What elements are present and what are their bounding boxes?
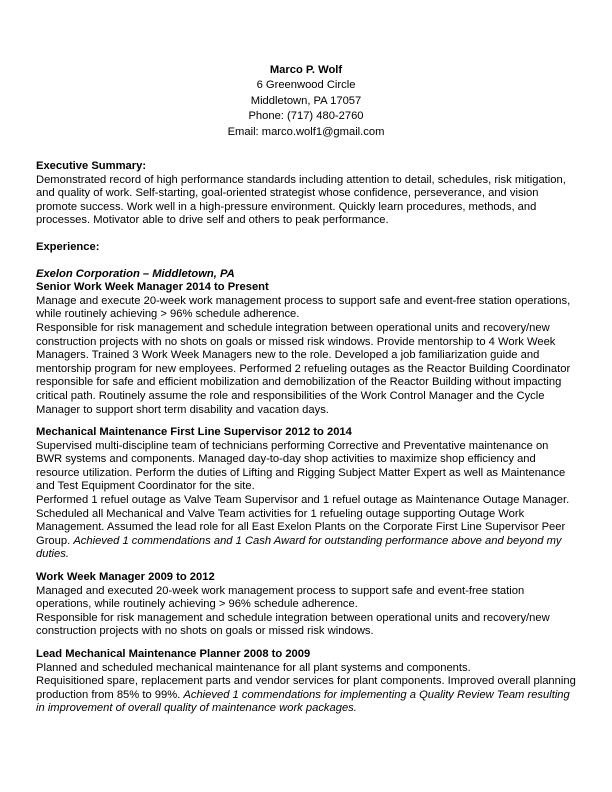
achievement-text: Achieved 1 commendations and 1 Cash Award for outstanding performance above and beyond my duties. bbox=[36, 534, 562, 561]
candidate-name: Marco P. Wolf bbox=[269, 64, 343, 76]
address-line-2: Middletown, PA 17057 bbox=[250, 94, 362, 107]
job-title: Work Week Manager 2009 to 2012 bbox=[36, 571, 215, 584]
job-title: Lead Mechanical Maintenance Planner 2008 to 2009 bbox=[36, 648, 311, 660]
job-paragraph: Responsible for risk management and schedule integration between operational units and recovery/new construction projects with no shots on goals or missed risk windows. bbox=[36, 611, 550, 638]
job-paragraph: Manage and execute 20-week work management process to support safe and event-free station operations, while routinely achieving > 96% schedule adherence. bbox=[36, 294, 571, 321]
summary-heading: Executive Summary: bbox=[36, 160, 147, 172]
summary-text: Demonstrated record of high performance standards including attention to detail, schedules, risk mitigation, and quality of work. Self-starting, goal-oriented strategist whose confidence, perseverance, and vision promote success. Work well in a high-pressure environment. Quickly learn procedures, methods, and processes. Motivator able to drive self and others to peak performance. bbox=[36, 173, 566, 227]
email-line: Email: marco.wolf1@gmail.com bbox=[227, 125, 385, 138]
job-paragraph: Managed and executed 20-week work management process to support safe and event-free station operations, while routinely achieving > 96% schedule adherence. bbox=[36, 584, 525, 611]
job-title: Mechanical Maintenance First Line Supervisor 2012 to 2014 bbox=[36, 426, 352, 439]
job-paragraph: Responsible for risk management and schedule integration between operational units and recovery/new construction projects with no shots on goals or missed risk windows. Provide mentorship to 4 Work Week Managers. Trained 3 Work Week Managers new to the role. Developed a job familiarization guide and mentorship program for new employees. Performed 2 refueling outages as the Reactor Building Coordinator responsible for safe and efficient mobilization and demobilization of the Reactor Building without impacting critical path. Routinely assume the role and responsibilities of the Work Control Manager and the Cycle Manager to support short term disability and vacation days. bbox=[36, 321, 571, 416]
address-line-1: 6 Greenwood Circle bbox=[256, 79, 356, 92]
job-paragraph bbox=[36, 494, 576, 562]
job-paragraph: Supervised multi-discipline team of technicians performing Corrective and Preventative maintenance on BWR systems and components. Managed day-to-day shop activities to maximize shop efficiency and resource utilization. Perform the duties of Lifting and Rigging Subject Matter Expert as well as Maintenance and Test Equipment Coordinator for the site. bbox=[36, 439, 566, 493]
achievement-text: Achieved 1 commendations for implementing a Quality Review Team resulting in improvement of overall quality of maintenance work packages. bbox=[36, 688, 570, 715]
job-title: Senior Work Week Manager 2014 to Present bbox=[36, 281, 269, 294]
job-text: Performed 1 refuel outage as Valve Team Supervisor and 1 refuel outage as Maintenance Outage Manager. Scheduled all Mechanical and Valve Team activities for 1 refueling outage supporting Outage Work Management. Assumed the lead role for all East Exelon Plants on the Corporate First Line Supervisor Peer Group. bbox=[36, 494, 570, 547]
resume-body bbox=[36, 160, 576, 716]
job-paragraph: Planned and scheduled mechanical maintenance for all plant systems and components. bbox=[36, 661, 471, 674]
experience-heading: Experience: bbox=[36, 240, 100, 253]
contact-header bbox=[0, 63, 612, 140]
phone-line: Phone: (717) 480-2760 bbox=[248, 110, 364, 123]
company-name: Exelon Corporation – Middletown, PA bbox=[36, 267, 235, 280]
job-paragraph bbox=[36, 675, 576, 716]
job-text: Requisitioned spare, replacement parts and vendor services for plant components. Improved overall planning production from 85% to 99%. bbox=[36, 675, 576, 701]
